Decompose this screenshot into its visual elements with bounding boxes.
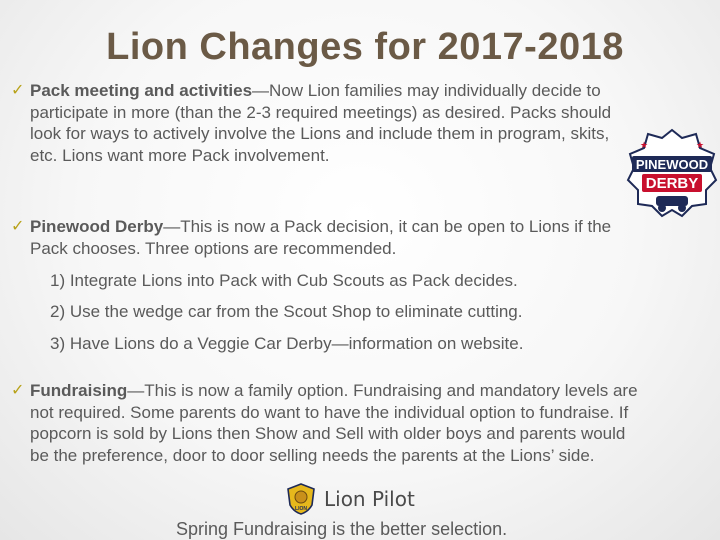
bullet-body: —This is now a family option. Fundraising and mandatory levels are not required. Some parents do want to have the individual option to fundraise. If popcorn is sold by Lions then Show and Sell with older boys and parents would be the preference, door to door selling needs the parents at the Lions’ side. [30, 381, 638, 465]
lion-pilot-label: Lion Pilot [324, 487, 415, 511]
logo-line-2: DERBY [645, 175, 699, 192]
bullet-pinewood-derby [11, 216, 640, 259]
logo-line-1: PINEWOOD [635, 157, 709, 172]
bullet-fundraising [11, 380, 640, 466]
checkmark-icon: ✓ [11, 82, 25, 99]
lion-badge-text: LION [295, 506, 307, 512]
checkmark-icon: ✓ [11, 382, 25, 399]
lion-badge-icon [286, 483, 316, 515]
svg-text:★: ★ [640, 141, 649, 151]
pinewood-derby-logo [626, 128, 718, 220]
spring-fundraising-note: Spring Fundraising is the better selection. [176, 519, 508, 539]
option-item-1: 1) Integrate Lions into Pack with Cub Scouts as Pack decides. [50, 271, 518, 290]
bullet-pack-meeting [11, 80, 640, 166]
bullet-body: —This is now a Pack decision, it can be open to Lions if the Pack chooses. Three options are recommended. [30, 217, 612, 258]
option-item-3: 3) Have Lions do a Veggie Car Derby—information on website. [50, 334, 524, 353]
option-item-2: 2) Use the wedge car from the Scout Shop to eliminate cutting. [50, 302, 523, 321]
bullet-body: —Now Lion families may individually decide to participate in more (than the 2-3 required meetings) as desired. Packs should look for ways to actively involve the Lions and include them in program, skits, etc. Lions want more Pack involvement. [30, 81, 612, 165]
lion-pilot-logo [286, 484, 415, 514]
svg-text:★: ★ [696, 141, 705, 151]
slide-title: Lion Changes for 2017-2018 [106, 26, 624, 68]
bullet-heading: Pack meeting and activities [30, 81, 253, 100]
bullet-heading: Pinewood Derby [30, 217, 164, 236]
checkmark-icon: ✓ [11, 218, 25, 235]
bullet-heading: Fundraising [30, 381, 128, 400]
